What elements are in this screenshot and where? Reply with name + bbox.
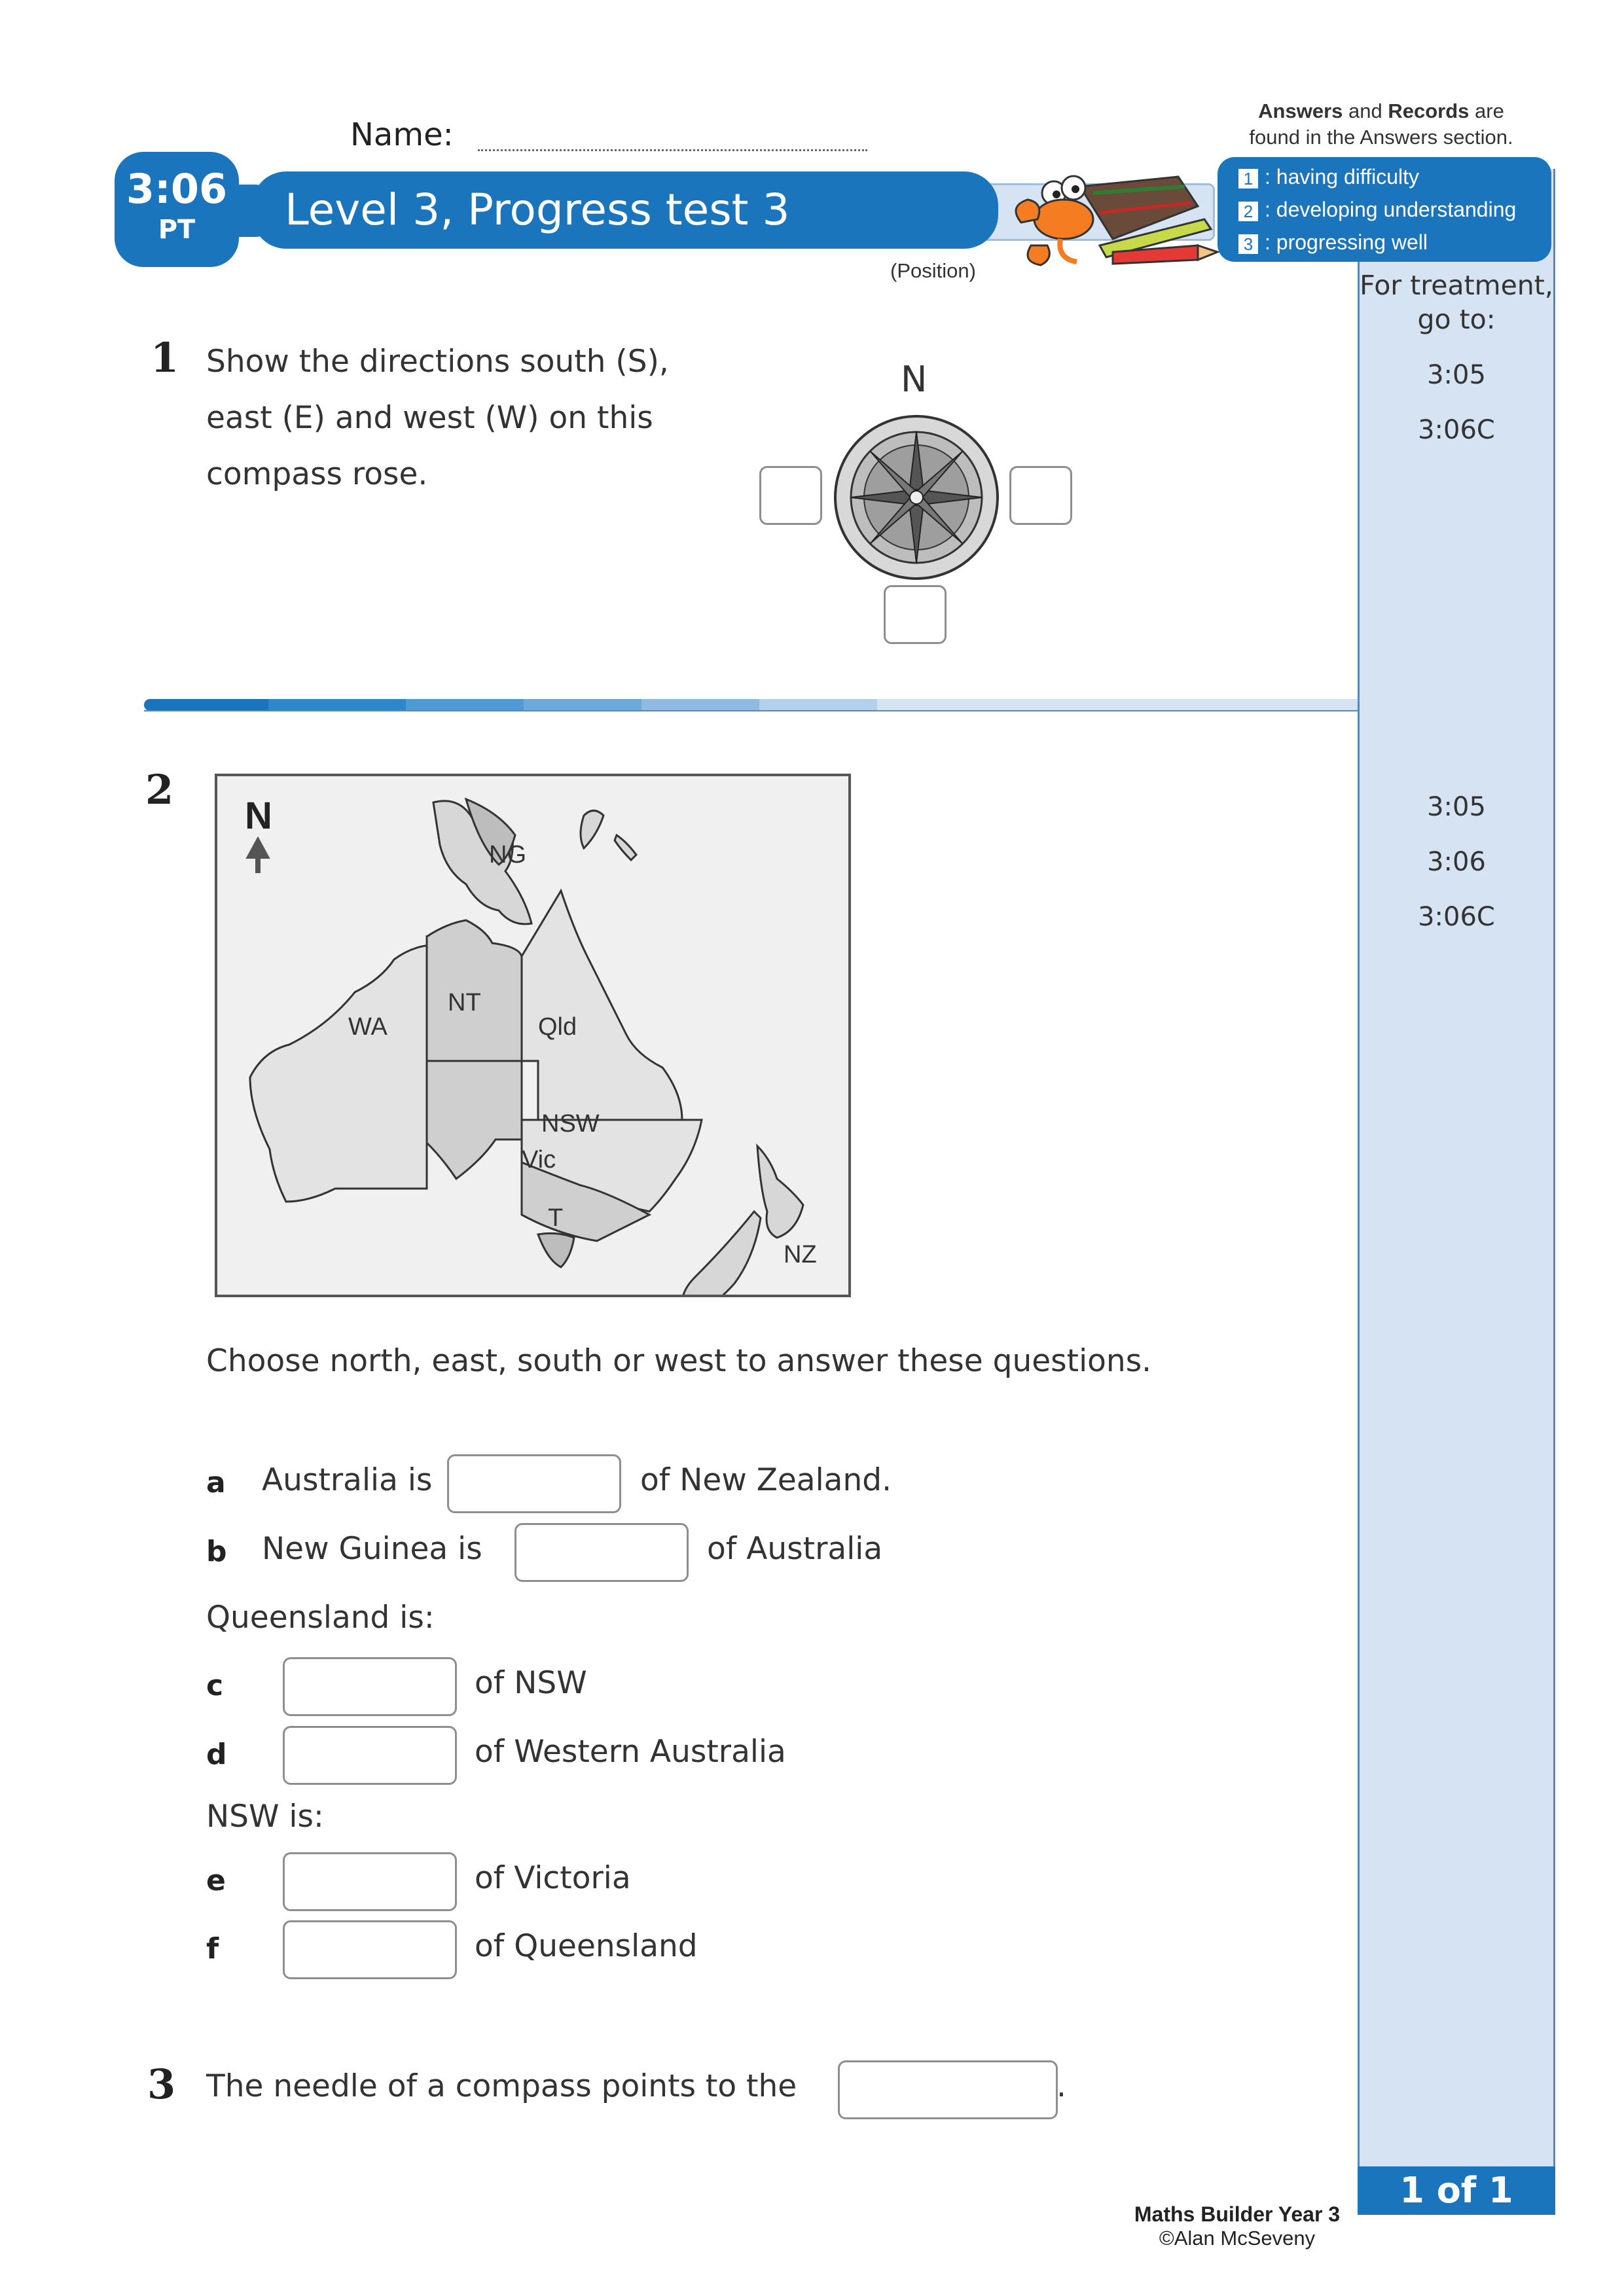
map-label-ng: NG [489,841,526,869]
treatment-q2-ref-2: 3:06 [1427,847,1486,877]
treatment-heading [1358,268,1555,336]
legend-text-1: : having difficulty [1265,165,1419,188]
treatment-heading-line1: For treatment, [1360,270,1553,301]
wa-region [250,937,453,1202]
north-arrow-icon [250,842,266,873]
q2b-answer-box[interactable] [514,1523,689,1582]
topic-label: (Position) [890,259,976,282]
q2f-suffix: of Queensland [475,1928,698,1964]
compass-north-label: N [901,359,928,400]
treatment-q1-ref-1: 3:05 [1427,360,1486,390]
q2d-suffix: of Western Australia [475,1734,786,1770]
page-number-badge: 1 of 1 [1358,2166,1555,2215]
page-title: Level 3, Progress test 3 [252,171,998,249]
australia-map [215,774,851,1297]
compass-east-box[interactable] [1009,466,1072,525]
question-1-line-3: compass rose. [206,456,428,492]
q2e-answer-box[interactable] [283,1852,457,1911]
q2a-prefix: Australia is [262,1462,433,1498]
q2e-label: e [206,1864,226,1897]
map-label-vic: Vic [522,1146,556,1174]
footer-copyright: ©Alan McSeveny [1159,2227,1316,2250]
question-1-line-1: Show the directions south (S), [206,344,669,380]
legend-row-2 [1238,198,1516,222]
crab-mascot-icon [982,147,1231,278]
q2f-answer-box[interactable] [283,1920,457,1979]
records-word: Records [1388,99,1470,122]
legend-num-3: 3 [1238,234,1258,254]
legend-num-2: 2 [1238,202,1258,221]
q2c-label: c [206,1669,224,1702]
map-north-label: N [245,795,272,837]
footer [1113,2202,1362,2250]
q2b-label: b [206,1535,227,1568]
answers-and: and [1343,99,1388,122]
map-label-nsw: NSW [541,1110,600,1138]
legend-row-1 [1238,165,1419,189]
treatment-heading-line2: go to: [1417,304,1496,335]
nz-south-island [682,1211,761,1295]
q2c-answer-box[interactable] [283,1657,457,1716]
map-label-wa: WA [348,1013,388,1041]
legend-num-1: 1 [1238,169,1258,188]
legend-text-3: : progressing well [1265,230,1428,254]
question-2-number: 2 [145,766,174,814]
treatment-q1-ref-2: 3:06C [1418,415,1495,445]
q2b-prefix: New Guinea is [262,1531,482,1567]
queensland-heading: Queensland is: [206,1600,435,1636]
question-1-line-2: east (E) and west (W) on this [206,400,653,436]
question-1-text [206,334,669,503]
qld-region [522,891,682,1120]
q2a-suffix: of New Zealand. [640,1462,892,1498]
map-label-nt: NT [448,989,481,1016]
map-label-nz: NZ [784,1241,817,1268]
map-label-qld: Qld [538,1013,577,1041]
answers-note-line2: found in the Answers section. [1249,126,1513,149]
answers-are: are [1469,99,1504,122]
q2a-answer-box[interactable] [447,1454,621,1513]
question-2-instruction: Choose north, east, south or west to answer these questions. [206,1343,1152,1379]
q2c-suffix: of NSW [475,1665,587,1701]
section-badge [115,152,239,267]
footer-book: Maths Builder Year 3 [1134,2202,1341,2226]
nsw-heading: NSW is: [206,1799,324,1835]
q2a-label: a [206,1466,226,1499]
treatment-q2-ref-3: 3:06C [1418,902,1495,932]
compass-rose-icon [831,412,1001,583]
sa-region [427,1061,522,1179]
answers-word: Answers [1258,99,1343,122]
section-badge-number: 3:06 [126,165,228,213]
question-3-text: The needle of a compass points to the [206,2068,797,2104]
section-badge-sub: PT [158,215,196,245]
nz-north-island [757,1146,803,1238]
q2f-label: f [206,1932,219,1965]
tasmania-region [538,1233,574,1267]
compass-south-box[interactable] [884,585,947,644]
name-input-line[interactable] [478,149,867,151]
legend-row-3 [1238,230,1428,255]
q2d-answer-box[interactable] [283,1726,457,1785]
q2e-suffix: of Victoria [475,1860,631,1896]
australia-map-svg [217,776,848,1295]
compass-west-box[interactable] [759,466,822,525]
q3-answer-box[interactable] [838,2060,1058,2119]
question-3-end: . [1056,2068,1066,2104]
name-label: Name: [350,117,454,153]
q2d-label: d [206,1738,227,1771]
progress-legend [1218,157,1551,262]
question-1-number: 1 [151,334,179,382]
legend-text-2: : developing understanding [1265,198,1517,221]
answers-note [1218,98,1545,151]
treatment-column [1358,169,1555,2172]
section-divider [144,698,1358,712]
q2b-suffix: of Australia [707,1531,883,1567]
treatment-q2-ref-1: 3:05 [1427,792,1486,822]
question-3-number: 3 [147,2060,176,2108]
map-label-t: T [548,1204,564,1232]
